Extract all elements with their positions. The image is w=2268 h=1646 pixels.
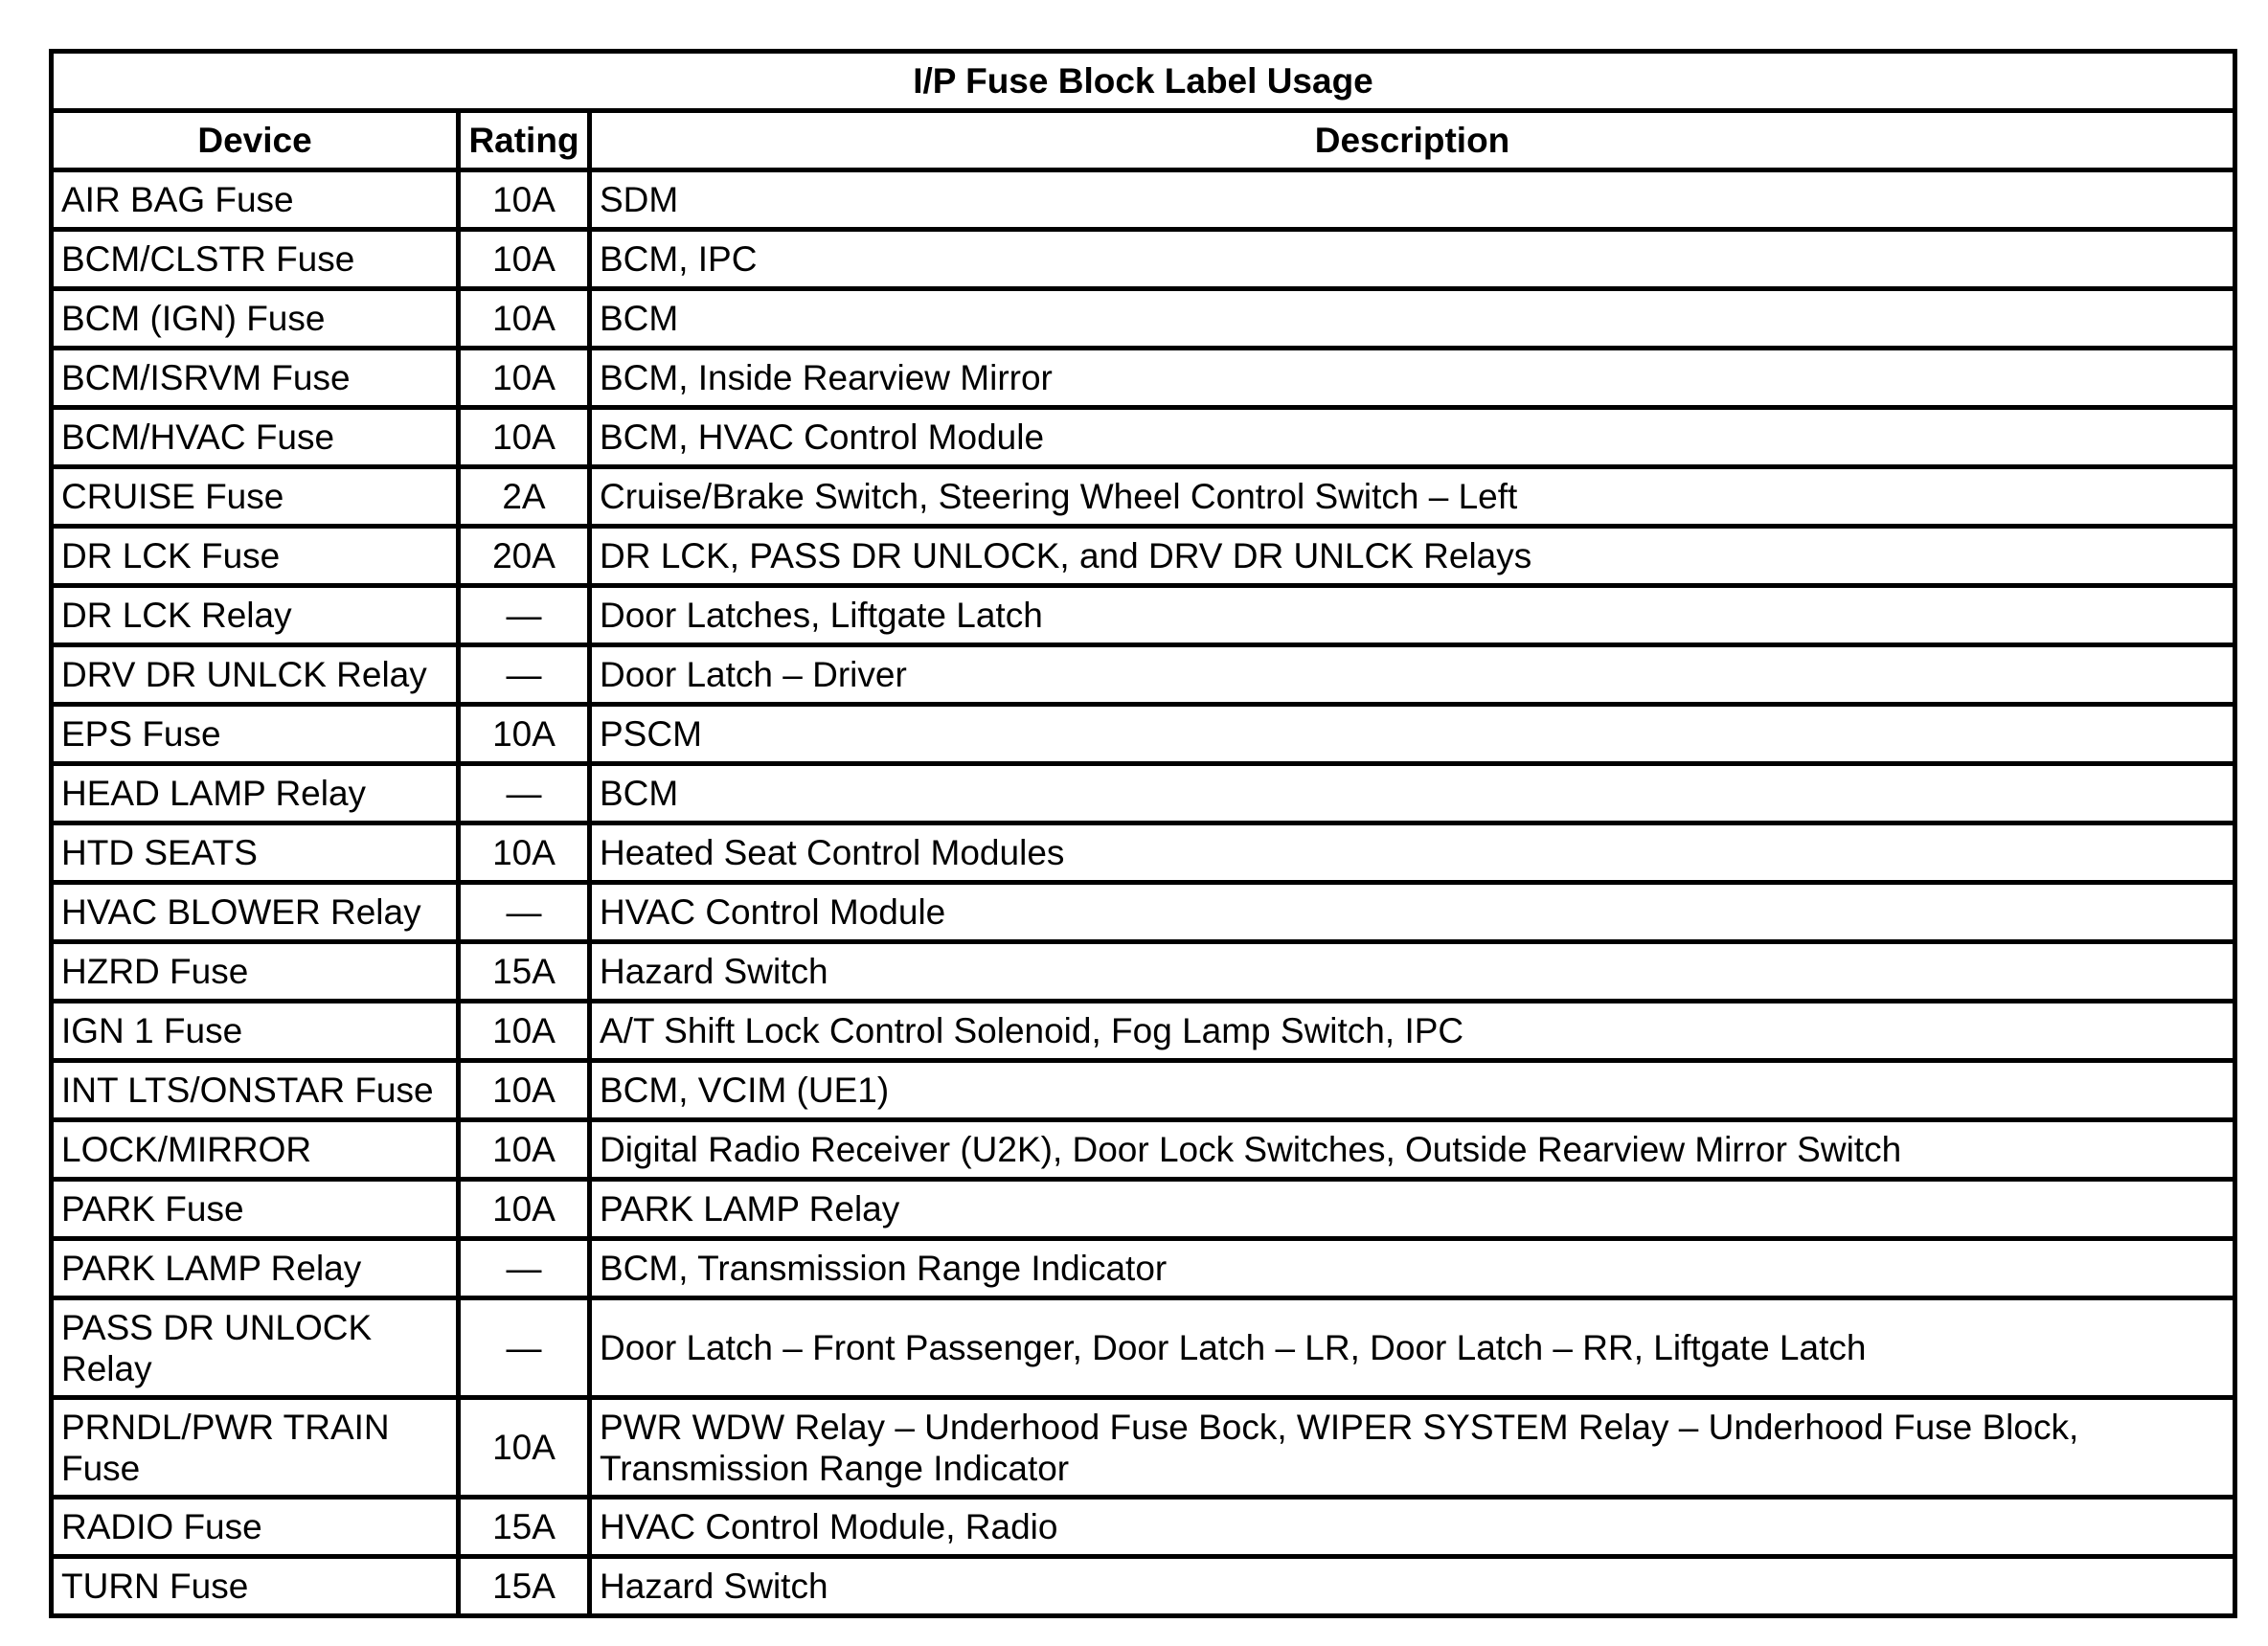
table-row <box>52 1398 2235 1498</box>
description-cell: PARK LAMP Relay <box>590 1180 2235 1239</box>
description-cell: BCM, HVAC Control Module <box>590 408 2235 467</box>
device-cell: HEAD LAMP Relay <box>52 764 459 823</box>
rating-cell: 10A <box>459 408 590 467</box>
header-rating: Rating <box>459 111 590 170</box>
table-row <box>52 1061 2235 1120</box>
device-cell: HTD SEATS <box>52 823 459 883</box>
device-cell: RADIO Fuse <box>52 1498 459 1557</box>
rating-cell: 10A <box>459 1002 590 1061</box>
device-cell: LOCK/MIRROR <box>52 1120 459 1180</box>
table-row <box>52 1239 2235 1298</box>
device-cell: PRNDL/PWR TRAIN Fuse <box>52 1398 459 1498</box>
table-row <box>52 705 2235 764</box>
description-cell: Door Latch – Front Passenger, Door Latch – LR, Door Latch – RR, Liftgate Latch <box>590 1298 2235 1398</box>
rating-cell: 15A <box>459 1498 590 1557</box>
description-cell: Door Latches, Liftgate Latch <box>590 586 2235 645</box>
table-row <box>52 942 2235 1002</box>
rating-cell: — <box>459 645 590 705</box>
description-cell: PSCM <box>590 705 2235 764</box>
table-row <box>52 170 2235 230</box>
device-cell: TURN Fuse <box>52 1557 459 1616</box>
rating-cell: 10A <box>459 289 590 349</box>
description-cell: SDM <box>590 170 2235 230</box>
description-cell: A/T Shift Lock Control Solenoid, Fog Lamp Switch, IPC <box>590 1002 2235 1061</box>
header-description: Description <box>590 111 2235 170</box>
rating-cell: 10A <box>459 170 590 230</box>
device-cell: PASS DR UNLOCK Relay <box>52 1298 459 1398</box>
table-row <box>52 823 2235 883</box>
device-cell: BCM/ISRVM Fuse <box>52 349 459 408</box>
header-row <box>52 111 2235 170</box>
description-cell: BCM, Transmission Range Indicator <box>590 1239 2235 1298</box>
table-row <box>52 883 2235 942</box>
table-row <box>52 408 2235 467</box>
device-cell: HZRD Fuse <box>52 942 459 1002</box>
table-title: I/P Fuse Block Label Usage <box>52 52 2235 111</box>
rating-cell: 10A <box>459 1398 590 1498</box>
table-row <box>52 764 2235 823</box>
device-cell: BCM (IGN) Fuse <box>52 289 459 349</box>
rating-cell: 20A <box>459 527 590 586</box>
rating-cell: 15A <box>459 942 590 1002</box>
rating-cell: — <box>459 883 590 942</box>
device-cell: DR LCK Fuse <box>52 527 459 586</box>
device-cell: IGN 1 Fuse <box>52 1002 459 1061</box>
description-cell: Digital Radio Receiver (U2K), Door Lock Switches, Outside Rearview Mirror Switch <box>590 1120 2235 1180</box>
description-cell: Door Latch – Driver <box>590 645 2235 705</box>
description-cell: HVAC Control Module, Radio <box>590 1498 2235 1557</box>
rating-cell: — <box>459 1298 590 1398</box>
device-cell: HVAC BLOWER Relay <box>52 883 459 942</box>
table-row <box>52 1557 2235 1616</box>
table-row <box>52 289 2235 349</box>
rating-cell: 10A <box>459 230 590 289</box>
description-cell: BCM <box>590 764 2235 823</box>
header-device: Device <box>52 111 459 170</box>
rating-cell: — <box>459 586 590 645</box>
description-cell: BCM, Inside Rearview Mirror <box>590 349 2235 408</box>
device-cell: BCM/HVAC Fuse <box>52 408 459 467</box>
rating-cell: 10A <box>459 1061 590 1120</box>
rating-cell: 10A <box>459 1120 590 1180</box>
table-row <box>52 1120 2235 1180</box>
device-cell: PARK Fuse <box>52 1180 459 1239</box>
table-row <box>52 1498 2235 1557</box>
table-row <box>52 527 2235 586</box>
rating-cell: 15A <box>459 1557 590 1616</box>
table-row <box>52 1180 2235 1239</box>
description-cell: Hazard Switch <box>590 1557 2235 1616</box>
table-row <box>52 645 2235 705</box>
device-cell: PARK LAMP Relay <box>52 1239 459 1298</box>
rating-cell: 10A <box>459 823 590 883</box>
description-cell: BCM, VCIM (UE1) <box>590 1061 2235 1120</box>
rating-cell: — <box>459 764 590 823</box>
table-row <box>52 349 2235 408</box>
rating-cell: 10A <box>459 705 590 764</box>
device-cell: AIR BAG Fuse <box>52 170 459 230</box>
table-row <box>52 230 2235 289</box>
rating-cell: 2A <box>459 467 590 527</box>
description-cell: Hazard Switch <box>590 942 2235 1002</box>
description-cell: BCM <box>590 289 2235 349</box>
title-row <box>52 52 2235 111</box>
rating-cell: — <box>459 1239 590 1298</box>
device-cell: CRUISE Fuse <box>52 467 459 527</box>
table-row <box>52 1002 2235 1061</box>
device-cell: EPS Fuse <box>52 705 459 764</box>
description-cell: PWR WDW Relay – Underhood Fuse Bock, WIPER SYSTEM Relay – Underhood Fuse Block, Transmission Range Indicator <box>590 1398 2235 1498</box>
description-cell: Heated Seat Control Modules <box>590 823 2235 883</box>
device-cell: DR LCK Relay <box>52 586 459 645</box>
description-cell: Cruise/Brake Switch, Steering Wheel Control Switch – Left <box>590 467 2235 527</box>
fuse-block-table <box>49 49 2237 1618</box>
rating-cell: 10A <box>459 349 590 408</box>
device-cell: INT LTS/ONSTAR Fuse <box>52 1061 459 1120</box>
description-cell: BCM, IPC <box>590 230 2235 289</box>
rating-cell: 10A <box>459 1180 590 1239</box>
description-cell: HVAC Control Module <box>590 883 2235 942</box>
device-cell: BCM/CLSTR Fuse <box>52 230 459 289</box>
table-row <box>52 586 2235 645</box>
table-row <box>52 467 2235 527</box>
device-cell: DRV DR UNLCK Relay <box>52 645 459 705</box>
description-cell: DR LCK, PASS DR UNLOCK, and DRV DR UNLCK Relays <box>590 527 2235 586</box>
table-row <box>52 1298 2235 1398</box>
